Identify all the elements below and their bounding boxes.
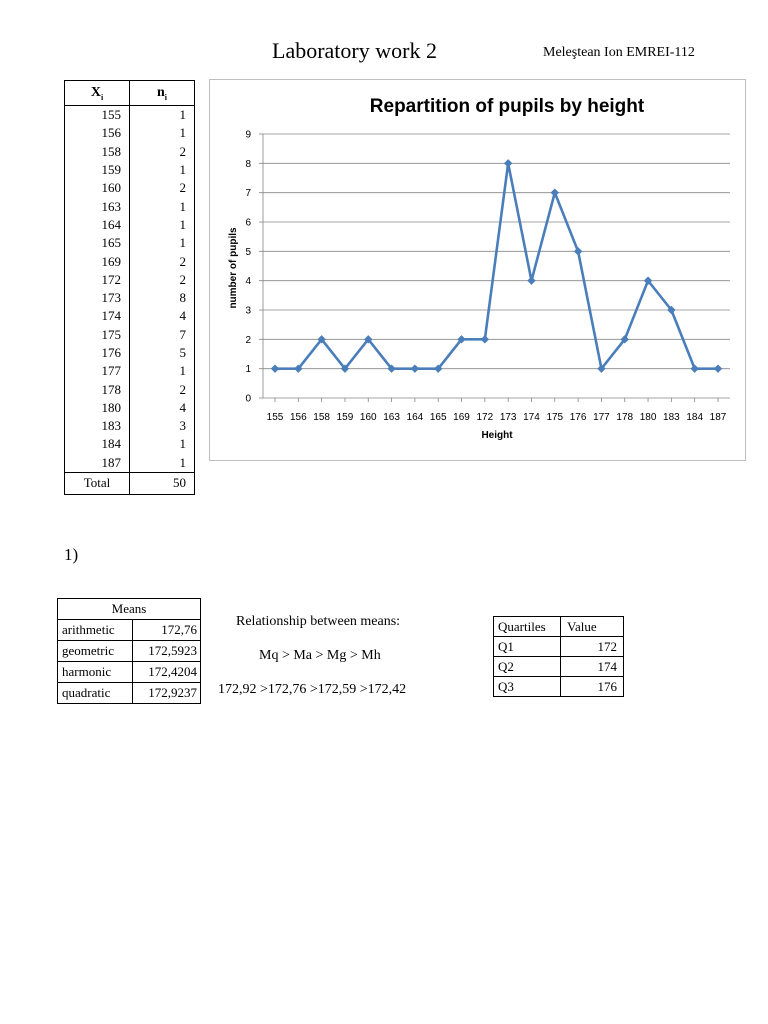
table-row xyxy=(65,161,195,179)
count-cell: 8 xyxy=(130,289,195,307)
table-row xyxy=(65,307,195,325)
count-cell: 1 xyxy=(130,216,195,234)
x-tick-label: 172 xyxy=(476,412,494,423)
quartile-name: Q3 xyxy=(494,677,561,697)
count-cell: 2 xyxy=(130,271,195,289)
y-tick-label: 4 xyxy=(245,276,251,288)
data-point xyxy=(504,159,512,167)
quartile-value: 174 xyxy=(561,657,624,677)
height-cell: 177 xyxy=(65,362,130,380)
series-line xyxy=(275,163,718,368)
table-row xyxy=(58,641,201,662)
quartiles-header-value: Value xyxy=(561,617,624,637)
x-tick-label: 173 xyxy=(499,412,517,423)
count-cell: 2 xyxy=(130,252,195,270)
y-tick-label: 5 xyxy=(245,246,251,258)
height-cell: 187 xyxy=(65,454,130,473)
quartiles-table xyxy=(493,616,624,697)
height-cell: 164 xyxy=(65,216,130,234)
table-row xyxy=(65,106,195,125)
count-cell: 7 xyxy=(130,326,195,344)
mean-value: 172,4204 xyxy=(133,662,201,683)
table-row xyxy=(65,344,195,362)
x-tick-label: 178 xyxy=(616,412,634,423)
count-cell: 1 xyxy=(130,454,195,473)
height-cell: 176 xyxy=(65,344,130,362)
relationship-values: 172,92 >172,76 >172,59 >172,42 xyxy=(218,682,407,697)
data-point xyxy=(271,364,279,372)
data-point xyxy=(574,247,582,255)
mean-value: 172,76 xyxy=(133,620,201,641)
table-row xyxy=(65,143,195,161)
x-tick-label: 156 xyxy=(289,412,307,423)
x-tick-label: 184 xyxy=(686,412,704,423)
count-cell: 4 xyxy=(130,307,195,325)
count-cell: 4 xyxy=(130,399,195,417)
height-cell: 169 xyxy=(65,252,130,270)
x-tick-label: 183 xyxy=(663,412,680,423)
height-cell: 159 xyxy=(65,161,130,179)
height-cell: 155 xyxy=(65,106,130,125)
table-row xyxy=(494,677,624,697)
table-row xyxy=(65,124,195,142)
y-tick-label: 1 xyxy=(245,364,251,376)
count-cell: 5 xyxy=(130,344,195,362)
data-point xyxy=(551,188,559,196)
y-tick-label: 3 xyxy=(245,305,251,317)
y-tick-label: 0 xyxy=(245,393,251,405)
height-cell: 180 xyxy=(65,399,130,417)
table-row xyxy=(65,362,195,380)
x-tick-label: 187 xyxy=(709,412,727,423)
table-row xyxy=(65,216,195,234)
quartile-name: Q2 xyxy=(494,657,561,677)
height-cell: 173 xyxy=(65,289,130,307)
column-header-n: $n_i$ xyxy=(130,81,195,106)
table-row xyxy=(65,417,195,435)
mean-value: 172,9237 xyxy=(133,683,201,704)
y-tick-label: 7 xyxy=(245,188,251,200)
means-header: Means xyxy=(58,599,201,620)
data-point xyxy=(690,364,698,372)
height-cell: 165 xyxy=(65,234,130,252)
means-table xyxy=(57,598,201,704)
count-cell: 1 xyxy=(130,124,195,142)
x-axis-label: Height xyxy=(481,430,513,441)
table-row xyxy=(65,179,195,197)
table-row xyxy=(58,683,201,704)
mean-value: 172,5923 xyxy=(133,641,201,662)
table-row xyxy=(58,620,201,641)
table-row xyxy=(65,289,195,307)
count-cell: 2 xyxy=(130,143,195,161)
height-cell: 158 xyxy=(65,143,130,161)
table-row xyxy=(65,399,195,417)
page-title: Laboratory work 2 xyxy=(272,38,437,63)
data-point xyxy=(481,335,489,343)
y-tick-label: 8 xyxy=(245,158,251,170)
frequency-table-header xyxy=(65,81,195,106)
x-tick-label: 159 xyxy=(336,412,354,423)
table-row xyxy=(65,271,195,289)
x-tick-label: 165 xyxy=(429,412,447,423)
total-row xyxy=(65,472,195,494)
height-cell: 156 xyxy=(65,124,130,142)
data-point xyxy=(527,276,535,284)
height-cell: 174 xyxy=(65,307,130,325)
chart-canvas xyxy=(210,80,745,460)
x-tick-label: 177 xyxy=(593,412,610,423)
mean-name: geometric xyxy=(58,641,133,662)
count-cell: 1 xyxy=(130,106,195,125)
relationship-title: Relationship between means: xyxy=(236,614,401,629)
count-cell: 1 xyxy=(130,161,195,179)
chart-title: Repartition of pupils by height xyxy=(369,96,645,117)
count-cell: 3 xyxy=(130,417,195,435)
count-cell: 2 xyxy=(130,179,195,197)
x-tick-label: 158 xyxy=(313,412,330,423)
height-cell: 184 xyxy=(65,435,130,453)
section-label: 1) xyxy=(64,545,79,564)
x-tick-label: 175 xyxy=(546,412,564,423)
height-cell: 163 xyxy=(65,197,130,215)
column-header-x: $X_i$ xyxy=(65,81,130,106)
table-row xyxy=(65,197,195,215)
table-row xyxy=(58,662,201,683)
x-tick-label: 164 xyxy=(406,412,424,423)
table-row xyxy=(65,234,195,252)
count-cell: 1 xyxy=(130,362,195,380)
y-axis-label: number of pupils xyxy=(228,227,239,309)
line-chart xyxy=(209,79,746,461)
quartiles-table-header xyxy=(494,617,624,637)
x-tick-label: 176 xyxy=(569,412,587,423)
table-row xyxy=(65,252,195,270)
table-row xyxy=(65,435,195,453)
quartile-value: 176 xyxy=(561,677,624,697)
count-cell: 1 xyxy=(130,435,195,453)
y-tick-label: 2 xyxy=(245,334,251,346)
x-tick-label: 169 xyxy=(453,412,470,423)
x-tick-label: 174 xyxy=(523,412,540,423)
x-tick-label: 155 xyxy=(266,412,284,423)
x-tick-label: 160 xyxy=(359,412,377,423)
quartiles-header-name: Quartiles xyxy=(494,617,561,637)
mean-name: harmonic xyxy=(58,662,133,683)
mean-name: quadratic xyxy=(58,683,133,704)
height-cell: 178 xyxy=(65,380,130,398)
height-cell: 172 xyxy=(65,271,130,289)
data-point xyxy=(411,364,419,372)
total-label: Total xyxy=(65,472,130,494)
data-point xyxy=(714,364,722,372)
total-value: 50 xyxy=(130,472,195,494)
table-row xyxy=(65,454,195,473)
frequency-table xyxy=(64,80,195,495)
count-cell: 1 xyxy=(130,197,195,215)
count-cell: 1 xyxy=(130,234,195,252)
height-cell: 160 xyxy=(65,179,130,197)
height-cell: 175 xyxy=(65,326,130,344)
height-cell: 183 xyxy=(65,417,130,435)
mean-name: arithmetic xyxy=(58,620,133,641)
y-tick-label: 6 xyxy=(245,217,251,229)
quartile-name: Q1 xyxy=(494,637,561,657)
relationship-order: Mq > Ma > Mg > Mh xyxy=(259,648,381,663)
author-line: Meleştean Ion EMREI-112 xyxy=(543,45,695,60)
table-row xyxy=(494,637,624,657)
quartile-value: 172 xyxy=(561,637,624,657)
table-row xyxy=(65,326,195,344)
means-table-header xyxy=(58,599,201,620)
count-cell: 2 xyxy=(130,380,195,398)
x-tick-label: 180 xyxy=(639,412,657,423)
table-row xyxy=(65,380,195,398)
x-tick-label: 163 xyxy=(383,412,400,423)
y-tick-label: 9 xyxy=(245,129,251,141)
table-row xyxy=(494,657,624,677)
